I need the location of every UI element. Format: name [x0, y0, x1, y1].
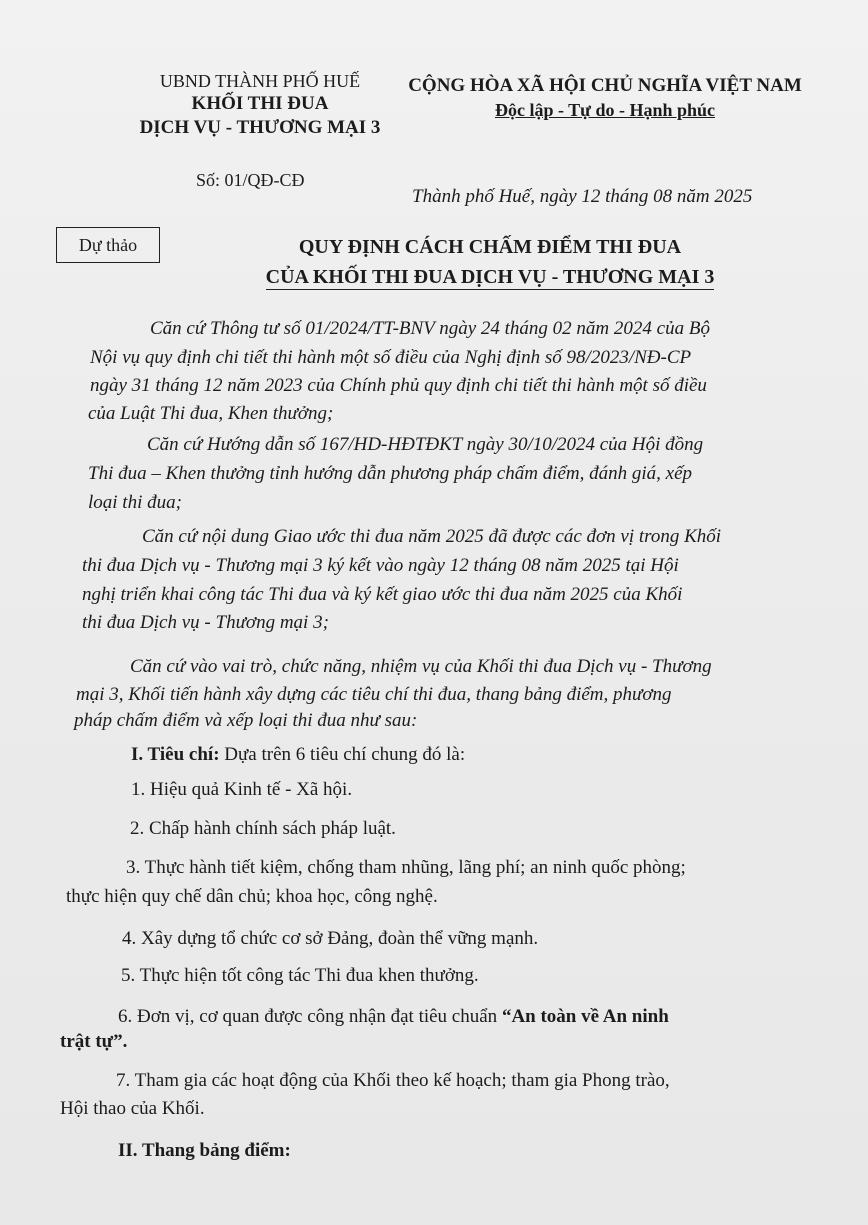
section-1-heading-line: [131, 742, 465, 768]
preamble-2-line-3: loại thi đua;: [88, 492, 182, 513]
section-1-heading: I. Tiêu chí:: [131, 744, 220, 765]
criterion-3-line-2: thực hiện quy chế dân chủ; khoa học, công nghệ.: [66, 886, 438, 907]
preamble-2-line-2: Thi đua – Khen thưởng tỉnh hướng dẫn phương pháp chấm điểm, đánh giá, xếp: [88, 463, 693, 484]
preamble-2-line-1: Căn cứ Hướng dẫn số 167/HD-HĐTĐKT ngày 30/10/2024 của Hội đồng: [147, 434, 704, 455]
title-line-2: CỦA KHỐI THI ĐUA DỊCH VỤ - THƯƠNG MẠI 3: [265, 266, 715, 288]
preamble-4-line-2: mại 3, Khối tiến hành xây dựng các tiêu chí thi đua, thang bảng điểm, phương: [76, 684, 672, 705]
authority-line-2: KHỐI THI ĐUA: [191, 93, 329, 114]
criterion-5: 5. Thực hiện tốt công tác Thi đua khen thưởng.: [121, 965, 479, 986]
document-title: [200, 232, 780, 292]
preamble-4-line-3: pháp chấm điểm và xếp loại thi đua như sau:: [74, 710, 418, 731]
criterion-7-line-1: 7. Tham gia các hoạt động của Khối theo kế hoạch; tham gia Phong trào,: [116, 1070, 670, 1091]
preamble-3-line-3: nghị triển khai công tác Thi đua và ký kết giao ước thi đua năm 2025 của Khối: [82, 584, 683, 605]
national-motto: [400, 74, 810, 122]
criterion-6-text: 6. Đơn vị, cơ quan được công nhận đạt tiêu chuẩn: [118, 1006, 502, 1027]
authority-line-3: DỊCH VỤ - THƯƠNG MẠI 3: [139, 117, 381, 138]
motto: Độc lập - Tự do - Hạnh phúc: [494, 100, 716, 120]
criterion-1: 1. Hiệu quả Kinh tế - Xã hội.: [131, 779, 353, 800]
criterion-4: 4. Xây dựng tổ chức cơ sở Đảng, đoàn thể vững mạnh.: [122, 928, 539, 949]
preamble-3-line-2: thi đua Dịch vụ - Thương mại 3 ký kết vào ngày 12 tháng 08 năm 2025 tại Hội: [82, 555, 679, 576]
draft-stamp: Dự thảo: [56, 227, 160, 263]
preamble-1-line-3: ngày 31 tháng 12 năm 2023 của Chính phủ quy định chi tiết thi hành một số điều: [90, 375, 707, 396]
place-and-date: Thành phố Huế, ngày 12 tháng 08 năm 2025: [412, 186, 753, 207]
country-name: CỘNG HÒA XÃ HỘI CHỦ NGHĨA VIỆT NAM: [408, 75, 802, 96]
title-line-1: QUY ĐỊNH CÁCH CHẤM ĐIỂM THI ĐUA: [298, 236, 682, 258]
criterion-6-line-2: trật tự”.: [60, 1031, 128, 1052]
section-2-heading: II. Thang bảng điểm:: [118, 1140, 291, 1161]
preamble-3-line-1: Căn cứ nội dung Giao ước thi đua năm 2025 đã được các đơn vị trong Khối: [142, 526, 722, 547]
document-number: Số: 01/QĐ-CĐ: [196, 170, 305, 190]
preamble-1-line-4: của Luật Thi đua, Khen thưởng;: [88, 403, 334, 424]
criterion-6-line-1: [118, 1004, 669, 1030]
preamble-1-line-2: Nội vụ quy định chi tiết thi hành một số điều của Nghị định số 98/2023/NĐ-CP: [90, 347, 692, 368]
criterion-3-line-1: 3. Thực hành tiết kiệm, chống tham nhũng, lãng phí; an ninh quốc phòng;: [126, 857, 686, 878]
section-1-intro: Dựa trên 6 tiêu chí chung đó là:: [219, 744, 466, 765]
preamble-4-line-1: Căn cứ vào vai trò, chức năng, nhiệm vụ của Khối thi đua Dịch vụ - Thương: [130, 656, 712, 677]
criterion-6-emphasis: “An toàn về An ninh: [501, 1006, 669, 1027]
criterion-7-line-2: Hội thao của Khối.: [60, 1098, 205, 1119]
preamble-1-line-1: Căn cứ Thông tư số 01/2024/TT-BNV ngày 24 tháng 02 năm 2024 của Bộ: [150, 318, 710, 339]
authority-line-1: UBND THÀNH PHỐ HUẾ: [159, 71, 361, 91]
criterion-2: 2. Chấp hành chính sách pháp luật.: [130, 818, 396, 839]
title-line-2-wrap: [200, 262, 780, 292]
issuing-authority: [110, 70, 410, 140]
preamble-3-line-4: thi đua Dịch vụ - Thương mại 3;: [82, 612, 329, 633]
